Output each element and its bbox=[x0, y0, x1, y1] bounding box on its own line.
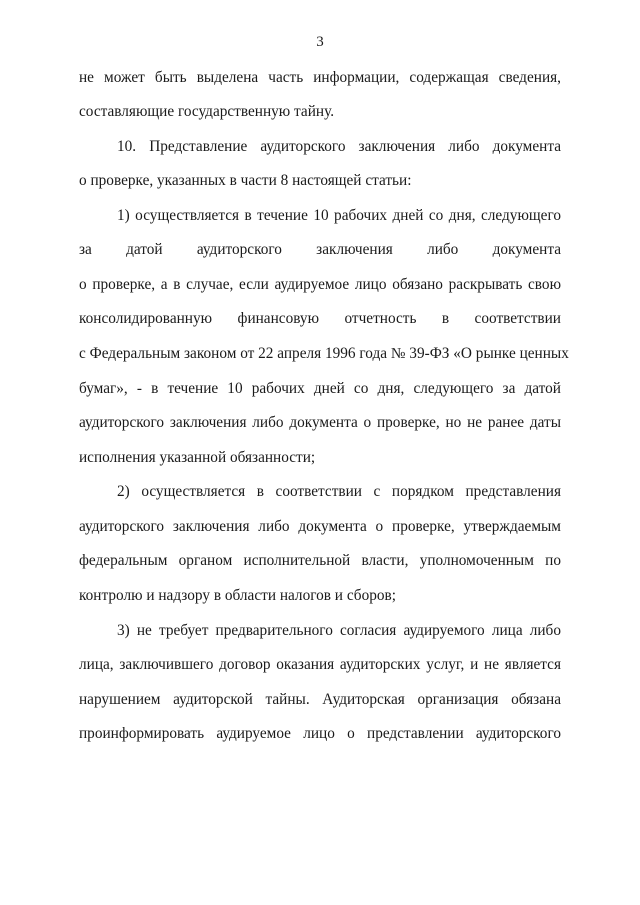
item-3-start: 3) не требует предварительного согласия аудируемого лица либо bbox=[117, 622, 561, 639]
text-line: консолидированную финансовую отчетность в соответствии bbox=[79, 310, 561, 327]
page-number: 3 bbox=[316, 34, 324, 50]
text-line: о проверке, а в случае, если аудируемое лицо обязано раскрывать свою bbox=[79, 276, 561, 293]
paragraph-10-start: 10. Представление аудиторского заключения либо документа bbox=[117, 138, 561, 155]
text-line: за датой аудиторского заключения либо документа bbox=[79, 241, 561, 258]
text-line: не может быть выделена часть информации, содержащая сведения, bbox=[79, 69, 561, 86]
text-line: аудиторского заключения либо документа о проверке, утверждаемым bbox=[79, 518, 561, 535]
text-line: бумаг», - в течение 10 рабочих дней со дня, следующего за датой bbox=[79, 380, 561, 397]
text-line: о проверке, указанных в части 8 настоящей статьи: bbox=[79, 172, 412, 189]
text-line: контролю и надзору в области налогов и сборов; bbox=[79, 587, 396, 604]
text-line: исполнения указанной обязанности; bbox=[79, 449, 316, 466]
text-line: нарушением аудиторской тайны. Аудиторская организация обязана bbox=[79, 691, 561, 708]
text-line: федеральным органом исполнительной власти, уполномоченным по bbox=[79, 552, 561, 569]
item-1-start: 1) осуществляется в течение 10 рабочих дней со дня, следующего bbox=[117, 207, 561, 224]
item-2-start: 2) осуществляется в соответствии с порядком представления bbox=[117, 483, 561, 500]
text-line: лица, заключившего договор оказания аудиторских услуг, и не является bbox=[79, 656, 561, 673]
text-line: проинформировать аудируемое лицо о представлении аудиторского bbox=[79, 725, 561, 742]
text-line: составляющие государственную тайну. bbox=[79, 103, 335, 120]
text-line: аудиторского заключения либо документа о проверке, но не ранее даты bbox=[79, 414, 561, 431]
text-line: с Федеральным законом от 22 апреля 1996 года № 39-ФЗ «О рынке ценных bbox=[79, 345, 569, 362]
